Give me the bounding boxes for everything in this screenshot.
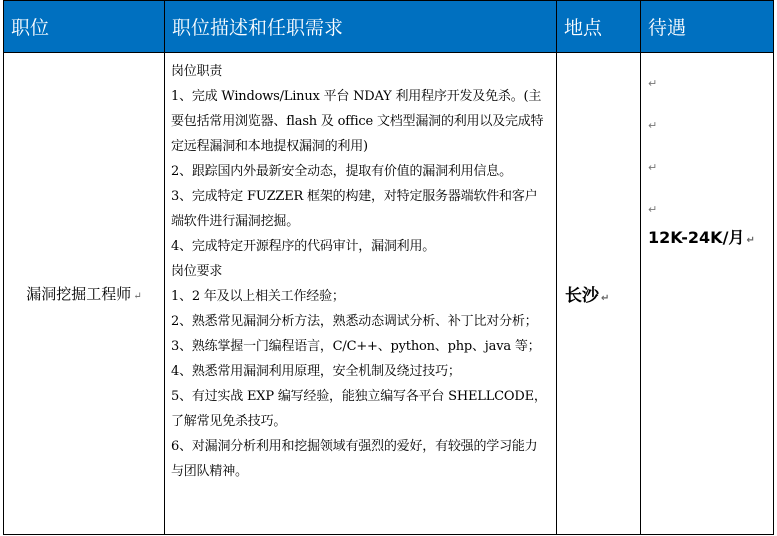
job-location: 长沙 xyxy=(565,286,599,306)
job-table xyxy=(3,0,774,535)
job-title: 漏洞挖掘工程师 xyxy=(26,285,132,303)
paragraph-mark-icon: ↵ xyxy=(648,119,658,132)
paragraph-mark-icon: ↵ xyxy=(648,77,658,90)
job-location-cell xyxy=(557,53,641,535)
job-row xyxy=(4,53,774,535)
description-line: 5、有过实战 EXP 编写经验，能独立编写各平台 SHELLCODE，了解常见免杀技巧。 xyxy=(171,389,547,429)
description-line: 6、对漏洞分析利用和挖掘领域有强烈的爱好，有较强的学习能力与团队精神。 xyxy=(171,439,538,479)
header-position: 职位 xyxy=(4,1,165,53)
job-salary-cell xyxy=(641,53,774,535)
paragraph-mark-icon: ↵ xyxy=(746,235,755,246)
description-line: 2、跟踪国内外最新安全动态，提取有价值的漏洞利用信息。 xyxy=(171,164,512,179)
description-line: 岗位要求 xyxy=(171,264,223,279)
description-line: 3、熟练掌握一门编程语言，C/C++、python、php、java 等； xyxy=(171,339,541,354)
job-salary xyxy=(648,225,773,248)
paragraph-mark-icon: ↵ xyxy=(648,161,658,174)
header-row xyxy=(4,1,774,53)
description-line: 岗位职责 xyxy=(171,64,223,79)
description-line: 1、完成 Windows/Linux 平台 NDAY 利用程序开发及免杀。(主要包括常用浏览器、flash 及 office 文档型漏洞的利用以及完成特定远程漏洞和本地提权漏洞的利用) xyxy=(171,89,544,154)
description-line: 4、完成特定开源程序的代码审计，漏洞利用。 xyxy=(171,239,436,254)
header-description: 职位描述和任职需求 xyxy=(165,1,557,53)
paragraph-mark-icon: ↵ xyxy=(601,293,610,304)
paragraph-mark-icon: ↵ xyxy=(133,291,142,302)
paragraph-mark-icon: ↵ xyxy=(648,203,658,216)
job-title-cell xyxy=(4,53,165,535)
job-description-cell xyxy=(165,53,557,535)
header-salary: 待遇 xyxy=(641,1,774,53)
description-line: 4、熟悉常用漏洞利用原理，安全机制及绕过技巧； xyxy=(171,364,461,379)
description-line: 2、熟悉常见漏洞分析方法，熟悉动态调试分析、补丁比对分析； xyxy=(171,314,538,329)
description-line: 3、完成特定 FUZZER 框架的构建，对特定服务器端软件和客户端软件进行漏洞挖掘。 xyxy=(171,189,538,229)
salary-text: 12K-24K/月 xyxy=(648,228,745,247)
description-line: 1、2 年及以上相关工作经验； xyxy=(171,289,345,304)
header-location: 地点 xyxy=(557,1,641,53)
